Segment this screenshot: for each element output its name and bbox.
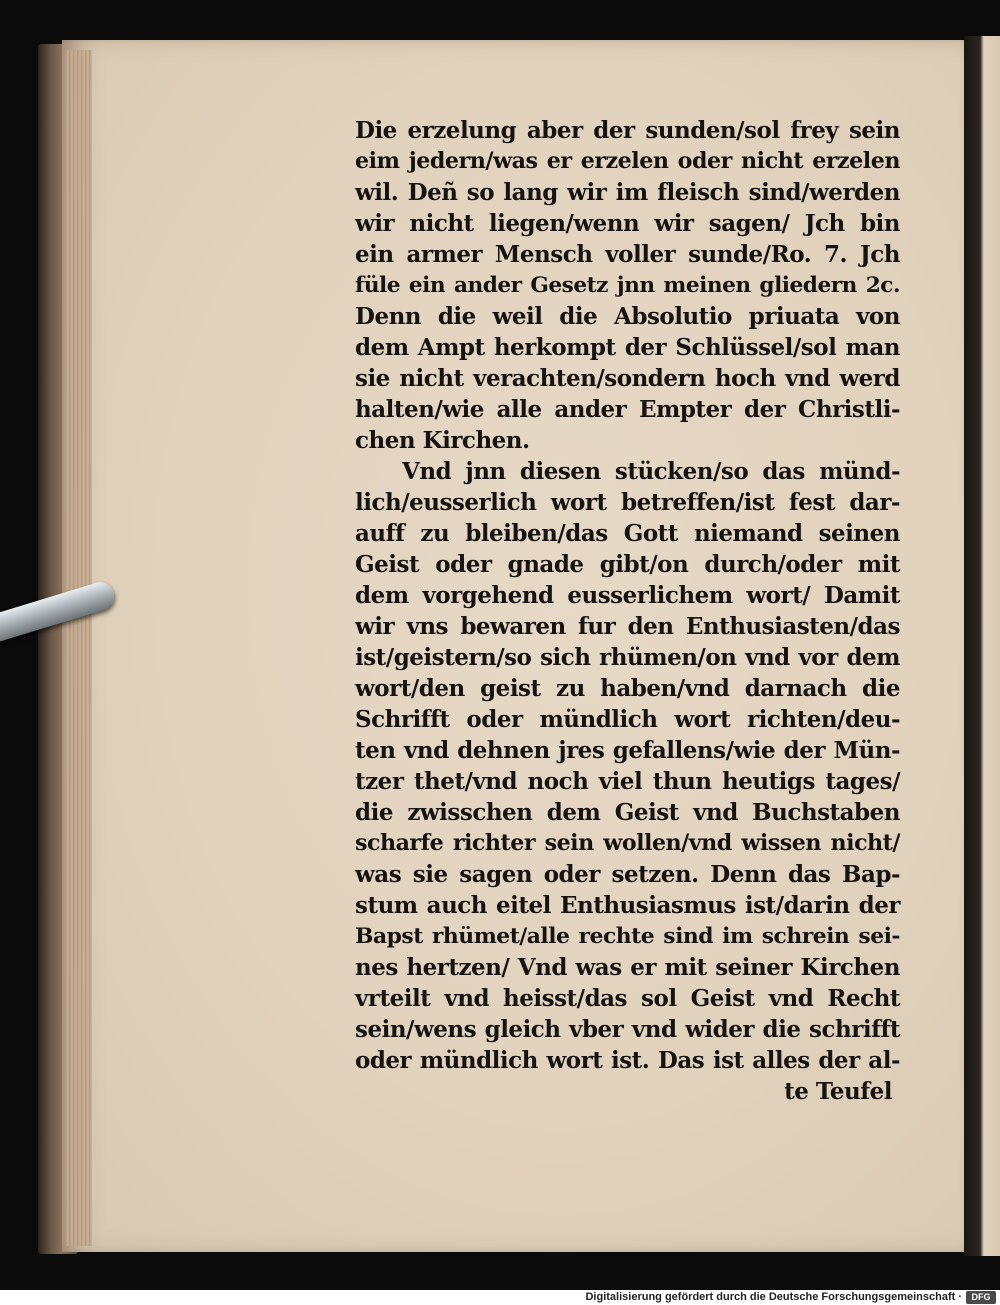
text-line: sein/wens gleich vber vnd wider die schrifft [355,1016,900,1043]
page-stack-edge [66,50,92,1246]
text-line: oder mündlich wort ist. Das ist alles der al- [355,1047,900,1074]
text-line: halten/wie alle ander Empter der Christli- [355,396,900,423]
text-line: wir vns bewaren fur den Enthusiasten/das [355,613,900,640]
text-line: ein armer Mensch voller sunde/Ro. 7. Jch [355,241,900,268]
text-line: tzer thet/vnd noch viel thun heutigs tages/ [355,768,900,795]
dfg-logo: DFG [966,1291,996,1304]
text-line: ist/geistern/so sich rhümen/on vnd vor dem [355,644,900,671]
text-line: füle ein ander Gesetz jnn meinen gliedern 2c. [355,273,900,298]
book-gutter [964,36,1000,1256]
footer-bar [0,1290,1000,1305]
text-line: Geist oder gnade gibt/on durch/oder mit [355,551,900,578]
funding-credit: Digitalisierung gefördert durch die Deutsche Forschungsgemeinschaft · [585,1291,962,1303]
text-line: sie nicht verachten/sondern hoch vnd werd [355,365,900,392]
text-line: nes hertzen/ Vnd was er mit seiner Kirchen [355,954,900,981]
text-line: dem vorgehend eusserlichem wort/ Damit [355,582,900,609]
text-line: chen Kirchen. [355,427,530,454]
text-line: wir nicht liegen/wenn wir sagen/ Jch bin [355,210,900,237]
text-line: die zwisschen dem Geist vnd Buchstaben [355,799,900,826]
text-line: stum auch eitel Enthusiasmus ist/darin der [355,892,900,919]
text-line: wort/den geist zu haben/vnd darnach die [355,675,900,702]
text-line: Bapst rhümet/alle rechte sind im schrein sei- [355,923,900,949]
text-block [355,115,900,1107]
text-line: lich/eusserlich wort betreffen/ist fest dar- [355,489,900,516]
text-line: ten vnd dehnen jres gefallens/wie der Mün- [355,737,900,764]
text-line: auff zu bleiben/das Gott niemand seinen [355,520,900,547]
paragraph-start-line: Vnd jnn diesen stücken/so das münd- [402,458,900,485]
text-line: scharfe richter sein wollen/vnd wissen nicht/ [355,830,900,856]
text-line: wil. Deñ so lang wir im fleisch sind/werden [355,179,900,206]
text-line: Schrifft oder mündlich wort richten/deu- [355,706,900,733]
text-line: Die erzelung aber der sunden/sol frey sein [355,117,900,144]
text-line: was sie sagen oder setzen. Denn das Bap- [355,861,900,888]
text-line: eim jedern/was er erzelen oder nicht erzelen [355,148,900,174]
text-line: Denn die weil die Absolutio priuata von [355,303,900,330]
text-line: dem Ampt herkompt der Schlüssel/sol man [355,334,900,361]
catchword-line: te Teufel [784,1078,892,1105]
text-line: vrteilt vnd heisst/das sol Geist vnd Recht [355,985,900,1012]
